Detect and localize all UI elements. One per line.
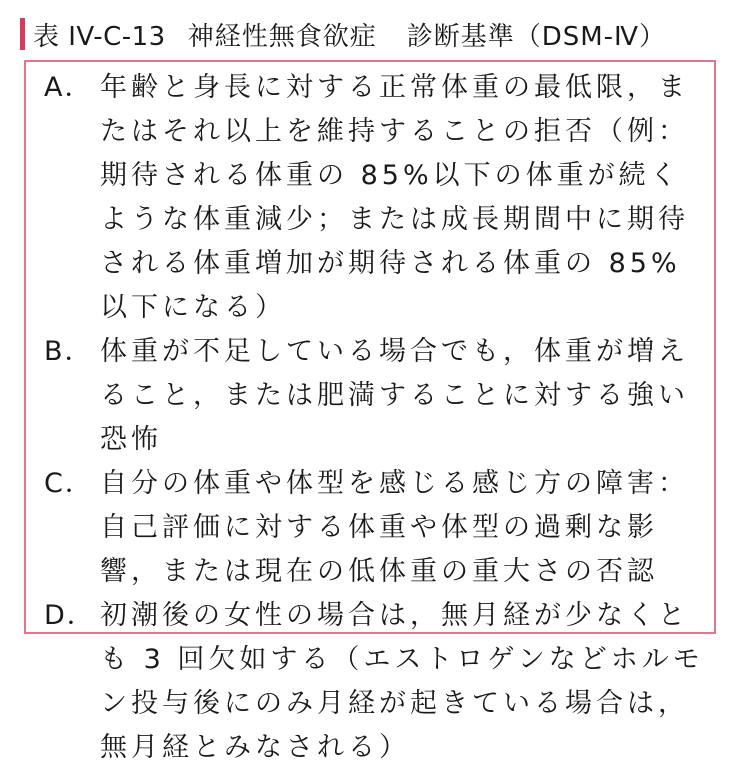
table-number: 表 IV-C-13 [33,21,166,52]
table-name: 神経性無食欲症 [187,21,377,52]
criterion-text: 初潮後の女性の場合は，無月経が少なくとも 3 回欠如する（エストロゲンなどホルモン投与後にのみ月経が起きている場合は，無月経とみなされる） [100,600,704,763]
criterion-text: 年齢と身長に対する正常体重の最低限，またはそれ以上を維持することの拒否（例：期待される体重の 85%以下の体重が続くような体重減少；または成長期間中に期待される体重増加が期待される体重の 85%以下になる） [100,72,689,323]
criterion-text: 体重が不足している場合でも，体重が増えること，または肥満することに対する強い恐怖 [100,336,689,455]
criterion-letter: A． [44,72,94,103]
criterion-letter: C． [44,468,94,499]
criterion-letter: D． [44,600,96,631]
criterion-text: 自分の体重や体型を感じる感じ方の障害：自己評価に対する体重や体型の過剰な影響，または現在の低体重の重大さの否認 [100,468,689,587]
criterion-letter: B． [44,336,94,367]
criteria-list [44,66,716,770]
criterion-a [44,66,716,330]
criterion-b [44,330,716,462]
criterion-d [44,594,716,770]
title-accent-bar [20,18,25,50]
table-title [20,14,666,54]
table-subtitle: 診断基準（DSM-Ⅳ） [406,21,667,52]
criterion-c [44,462,716,594]
